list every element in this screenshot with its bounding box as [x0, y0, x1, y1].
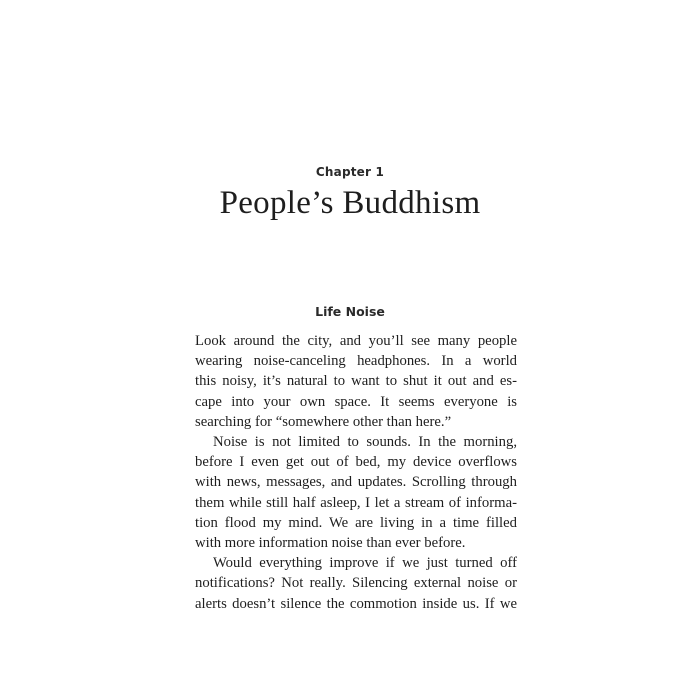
paragraph: [195, 432, 517, 553]
text-line: before I even get out of bed, my device overflows: [195, 454, 517, 471]
text-line: with more information noise than ever before.: [195, 535, 466, 552]
text-line: Would everything improve if we just turned off: [213, 555, 517, 572]
text-line: Noise is not limited to sounds. In the morning,: [213, 434, 517, 451]
paragraph: [195, 553, 517, 614]
chapter-title: People’s Buddhism: [219, 185, 481, 221]
text-line: this noisy, it’s natural to want to shut it out and es-: [195, 373, 517, 390]
text-line: wearing noise-canceling headphones. In a world: [195, 353, 517, 370]
text-line: with news, messages, and updates. Scrolling through: [195, 474, 517, 491]
text-line: them while still half asleep, I let a stream of informa-: [195, 494, 517, 511]
text-line: tion flood my mind. We are living in a time filled: [195, 514, 517, 531]
text-line: cape into your own space. It seems everyone is: [195, 393, 517, 410]
section-heading: Life Noise: [315, 304, 385, 319]
paragraph: [195, 331, 517, 432]
body-text: [195, 331, 517, 614]
text-line: notifications? Not really. Silencing external noise or: [195, 575, 517, 592]
text-line: alerts doesn’t silence the commotion inside us. If we: [195, 595, 517, 612]
chapter-label: Chapter 1: [315, 165, 385, 179]
text-line: Look around the city, and you’ll see many people: [195, 333, 517, 349]
text-line: searching for “somewhere other than here.”: [195, 413, 452, 430]
